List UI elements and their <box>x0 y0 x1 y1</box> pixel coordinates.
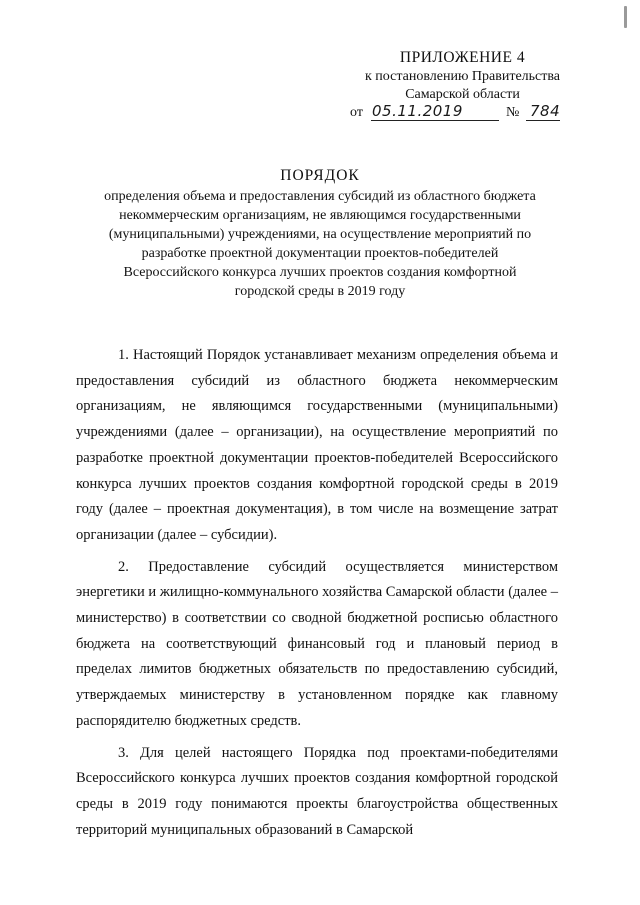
appendix-line-resolution: к постановлению Правительства <box>364 69 561 84</box>
appendix-line-region: Самарской области <box>405 87 520 102</box>
paragraph-2: 2. Предоставление субсидий осуществляется министерством энергетики и жилищно-коммунального хозяйства Самарской области (далее – министерство) в соответствии со сводной бюджетной росписью областного бюджета на соответствующий финансовый год и плановый период в пределах лимитов бюджетных обязательств по предоставлению субсидий, утверждаемых министерству в установленном порядке как главному распорядителю бюджетных средств. <box>76 558 558 729</box>
heading-line: Всероссийского конкурса лучших проектов создания комфортной <box>123 265 517 280</box>
document-heading <box>60 166 580 301</box>
document-body <box>76 343 558 849</box>
date-underline <box>371 120 499 121</box>
handwritten-number: 784 <box>530 102 561 120</box>
heading-line: (муниципальными) учреждениями, на осуществление мероприятий по <box>108 227 532 242</box>
from-label: от <box>350 105 363 120</box>
heading-line: определения объема и предоставления субсидий из областного бюджета <box>104 189 536 204</box>
number-label: № <box>506 105 520 120</box>
heading-line: некоммерческим организациям, не являющимся государственными <box>119 208 521 223</box>
paragraph-1: 1. Настоящий Порядок устанавливает механизм определения объема и предоставления субсидий из областного бюджета некоммерческим организациям, не являющимся государственными (муниципальными) учреждениями (далее – организации), на осуществление мероприятий по разработке проектной документации проектов-победителей Всероссийского конкурса лучших проектов создания комфортной городской среды в 2019 году (далее – проектная документация), в том числе на возмещение затрат организации (далее – субсидии). <box>76 347 558 543</box>
appendix-block <box>335 48 590 104</box>
scan-artifact-mark <box>624 6 627 28</box>
number-underline <box>526 120 560 121</box>
appendix-title: ПРИЛОЖЕНИЕ 4 <box>399 49 526 66</box>
heading-title: ПОРЯДОК <box>280 167 360 184</box>
heading-line: городской среды в 2019 году <box>234 284 406 299</box>
heading-line: разработке проектной документации проектов-победителей <box>141 246 499 261</box>
paragraph-3: 3. Для целей настоящего Порядка под проектами-победителями Всероссийского конкурса лучших проектов создания комфортной городской среды в 2019 году понимаются проекты благоустройства общественных территорий муниципальных образований в Самарской <box>76 744 558 838</box>
handwritten-date: 05.11.2019 <box>372 102 463 120</box>
resolution-date-number-row <box>350 102 590 124</box>
